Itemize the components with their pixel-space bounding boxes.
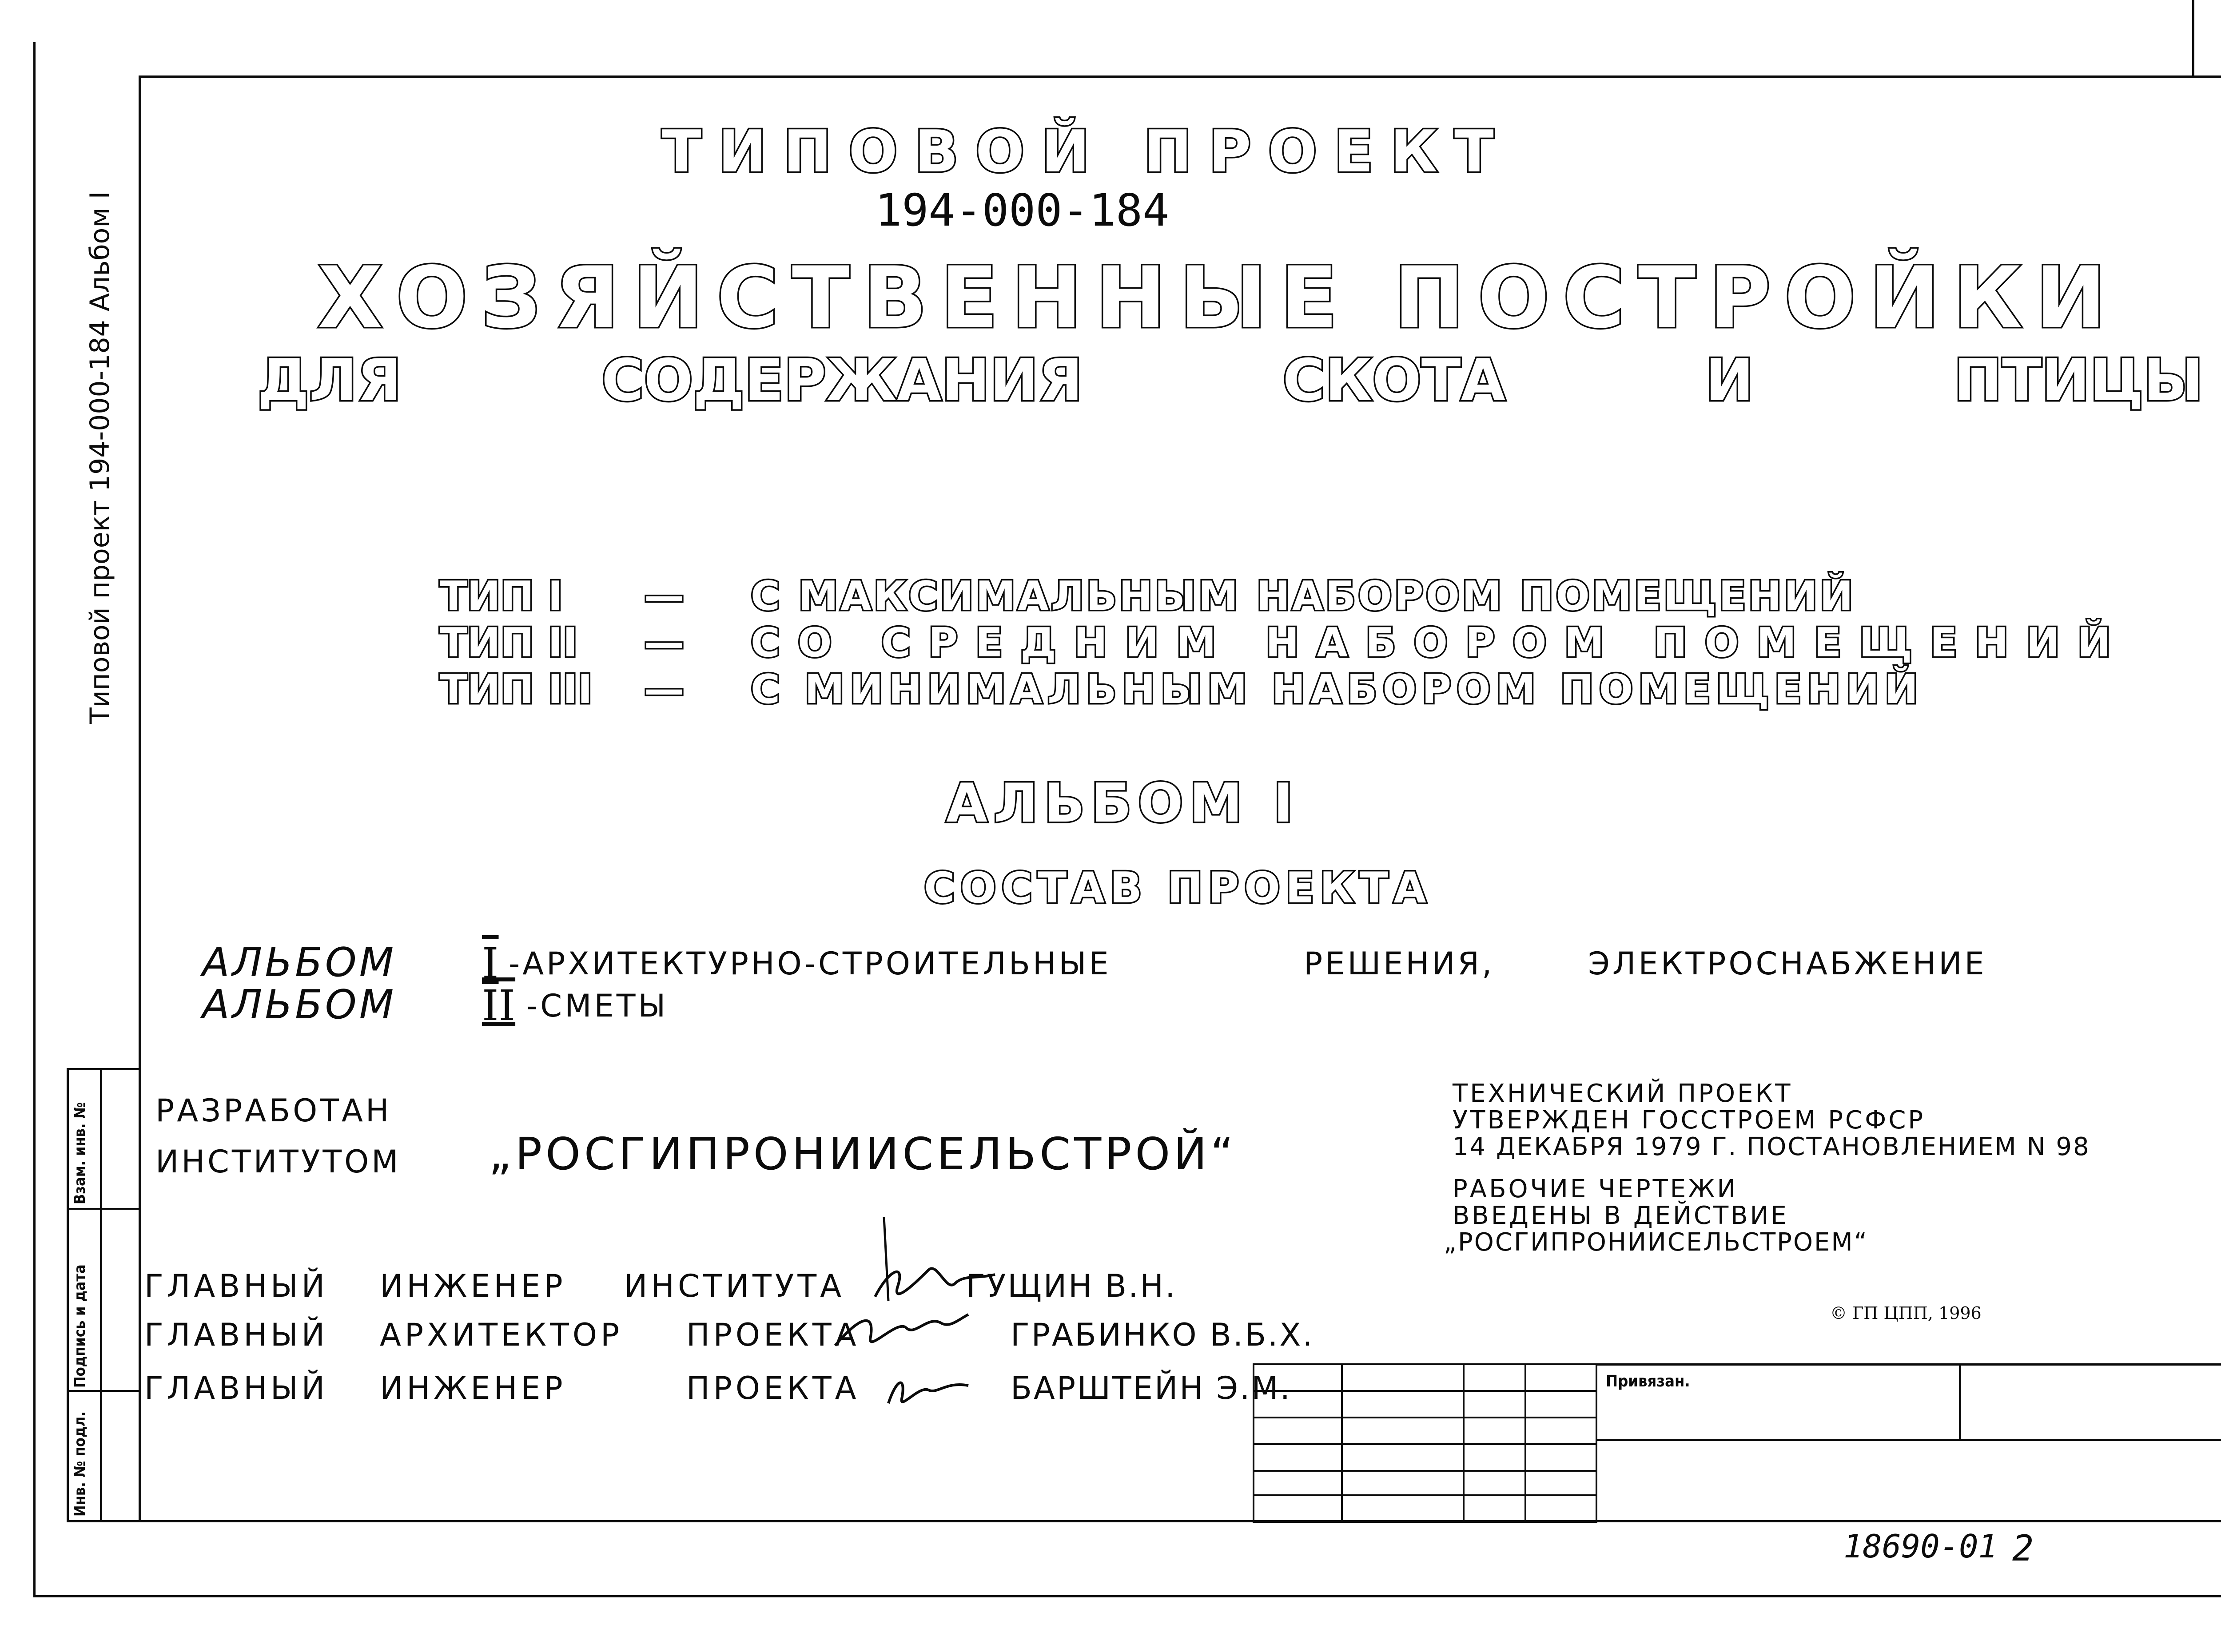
sig-3-role2: ИНЖЕНЕР xyxy=(380,1370,566,1406)
title-word-i: И xyxy=(1705,346,1754,414)
side-box-top xyxy=(67,1068,140,1070)
type-3-label: ТИП III xyxy=(440,666,593,713)
sig-2-name: ГРАБИНКО В.Б.Х. xyxy=(1011,1317,1314,1353)
side-box-div2 xyxy=(67,1390,140,1392)
album-item-1-numeral: I xyxy=(482,939,499,988)
sig-3-of: ПРОЕКТА xyxy=(686,1370,860,1406)
signature-row-1 xyxy=(144,1268,1299,1312)
album-item-1-text3: ЭЛЕКТРОСНАБЖЕНИЕ xyxy=(1588,945,1987,982)
side-project-label: Типовой проект 194-000-184 Альбом I xyxy=(84,191,115,724)
stamp-top xyxy=(1597,1363,2221,1366)
main-title-line1: ХОЗЯЙСТВЕННЫЕ ПОСТРОЙКИ xyxy=(318,249,2120,347)
institute-name: „РОСГИПРОНИИСЕЛЬСТРОЙ“ xyxy=(489,1128,1237,1180)
typical-project-heading: ТИПОВОЙ ПРОЕКТ xyxy=(662,118,1511,185)
approval-line3: 14 ДЕКАБРЯ 1979 Г. ПОСТАНОВЛЕНИЕМ N 98 xyxy=(1453,1132,2090,1161)
title-word-ptitsy: ПТИЦЫ xyxy=(1954,346,2203,414)
revision-table xyxy=(1253,1363,1597,1523)
sig-3-name: БАРШТЕЙН Э.М. xyxy=(1011,1370,1292,1406)
type-row-3 xyxy=(440,666,1932,715)
sig-1-name: ГУЩИН В.Н. xyxy=(966,1268,1177,1304)
signature-scribble-2 xyxy=(831,1301,973,1363)
signature-row-2 xyxy=(144,1317,1314,1361)
sig-2-of: ПРОЕКТА xyxy=(686,1317,860,1353)
sig-1-role2: ИНЖЕНЕР xyxy=(380,1268,566,1304)
side-col-signature-date: Подпись и дата xyxy=(71,1264,89,1388)
type-1-text: С МАКСИМАЛЬНЫМ НАБОРОМ ПОМЕЩЕНИЙ xyxy=(751,573,1855,620)
type-2-label: ТИП II xyxy=(440,620,578,666)
album-item-1-label: АЛЬБОМ xyxy=(202,939,397,986)
title-word-soderzhaniya: СОДЕРЖАНИЯ xyxy=(601,346,1083,414)
page-number: 2 xyxy=(2012,1528,2034,1569)
album-item-2-numeral: II xyxy=(482,981,516,1030)
top-right-tick xyxy=(2192,0,2194,75)
album-item-2-label: АЛЬБОМ xyxy=(202,981,397,1028)
copyright-mark: © ГП ЦПП, 1996 xyxy=(1830,1303,1982,1323)
inner-left-border xyxy=(139,75,141,1521)
type-2-text: СО СРЕДНИМ НАБОРОМ ПОМЕЩЕНИЙ xyxy=(751,620,2129,666)
title-word-dlya: ДЛЯ xyxy=(258,346,402,414)
sig-3-role: ГЛАВНЫЙ xyxy=(144,1370,328,1406)
type-3-text: С МИНИМАЛЬНЫМ НАБОРОМ ПОМЕЩЕНИЙ xyxy=(751,666,1924,713)
sig-1-role: ГЛАВНЫЙ xyxy=(144,1268,328,1304)
sig-2-role2: АРХИТЕКТОР xyxy=(380,1317,623,1353)
album-item-2 xyxy=(202,981,1091,1030)
project-number: 194-000-184 xyxy=(875,184,1170,236)
top-border xyxy=(140,75,2221,78)
side-box-left xyxy=(67,1068,69,1521)
side-box-mid xyxy=(100,1068,102,1521)
approval-line5: ВВЕДЕНЫ В ДЕЙСТВИЕ xyxy=(1453,1201,1789,1230)
stamp-mid-v xyxy=(1959,1363,1961,1440)
type-3-dash: — xyxy=(644,666,684,713)
outer-left-border xyxy=(33,42,36,1596)
type-1-label: ТИП I xyxy=(440,573,563,620)
approval-line1: ТЕХНИЧЕСКИЙ ПРОЕКТ xyxy=(1453,1079,1793,1108)
developed-by-line2: ИНСТИТУТОМ xyxy=(155,1144,401,1180)
main-title-line2 xyxy=(258,346,2203,414)
developed-by-line1: РАЗРАБОТАН xyxy=(155,1092,392,1129)
approval-line4: РАБОЧИЕ ЧЕРТЕЖИ xyxy=(1453,1175,1738,1203)
side-box-div1 xyxy=(67,1208,140,1210)
stamp-mid-h xyxy=(1597,1439,2221,1441)
inner-bottom-border xyxy=(67,1520,2221,1522)
signature-row-3 xyxy=(144,1370,1299,1414)
album-item-1-text2: РЕШЕНИЯ, xyxy=(1304,945,1495,982)
album-item-2-text: -СМЕТЫ xyxy=(526,988,669,1024)
album-item-1-text: -АРХИТЕКТУРНО-СТРОИТЕЛЬНЫЕ xyxy=(509,945,1111,982)
album-title: АЛЬБОМ I xyxy=(946,773,1300,834)
title-word-skota: СКОТА xyxy=(1282,346,1506,414)
type-1-dash: — xyxy=(644,573,684,620)
type-row-1 xyxy=(440,573,1932,622)
type-2-dash: — xyxy=(644,620,684,666)
outer-bottom-border xyxy=(33,1595,2221,1597)
side-col-inv-podl: Инв. № подл. xyxy=(71,1411,89,1517)
sig-1-of: ИНСТИТУТА xyxy=(624,1268,845,1304)
composition-title: СОСТАВ ПРОЕКТА xyxy=(924,864,1432,913)
album-item-1 xyxy=(202,939,2023,988)
sig-2-role: ГЛАВНЫЙ xyxy=(144,1317,328,1353)
signature-scribble-3 xyxy=(884,1368,973,1417)
type-row-2 xyxy=(440,620,2129,668)
sheet-number: 18690-01 xyxy=(1843,1528,1998,1565)
approval-line2: УТВЕРЖДЕН ГОССТРОЕМ РСФСР xyxy=(1453,1106,1926,1135)
side-col-vzam-inv: Взам. инв. № xyxy=(71,1102,89,1204)
tied-label: Привязан. xyxy=(1606,1372,1690,1390)
approval-line6: „РОСГИПРОНИИСЕЛЬСТРОЕМ“ xyxy=(1444,1228,1868,1257)
